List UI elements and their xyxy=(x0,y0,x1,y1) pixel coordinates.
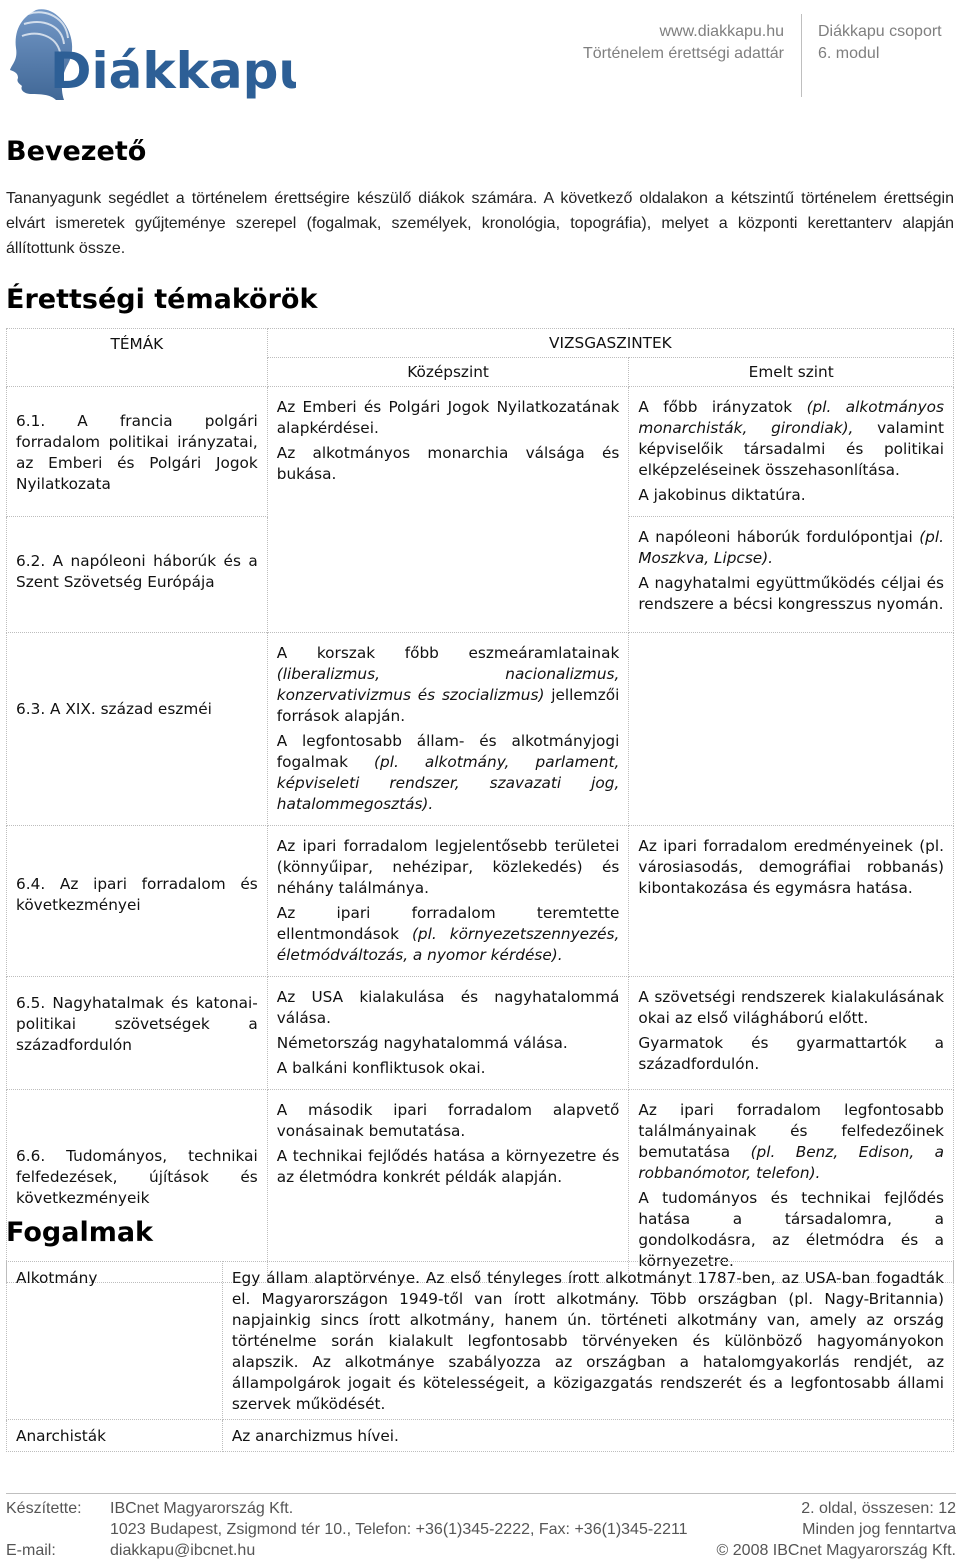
page-number: 2. oldal, összesen: 12 xyxy=(801,1500,956,1517)
table-row xyxy=(7,387,954,517)
email-label: E-mail: xyxy=(6,1542,56,1559)
company-address: 1023 Budapest, Zsigmond tér 10., Telefon: +36(1)345-2222, Fax: +36(1)345-2211 xyxy=(110,1521,688,1538)
definition-cell: Az anarchizmus hívei. xyxy=(222,1420,953,1452)
high-cell-empty xyxy=(629,633,954,826)
topics-table xyxy=(6,328,954,1283)
term-cell: Anarchisták xyxy=(7,1420,223,1452)
definition-cell: Egy állam alaptörvénye. Az első tényleges írott alkotmányt 1787-ben, az USA-ban fogadták el. Magyarországon 1949-től van írott alkotmány. Több országban (pl. Nagy-Britannia) napjainkig sincs írott alkotmány, hanem ún. történeti alkotmány van, amely az ország történelme során kialakult legfontosabb törvényeken és különböző hagyományokon alapszik. Az alkotmánye szabályozza az országban a hatalomgyakorlás rendjét, az állampolgárok jogait és kötelességeit, a közigazgatás rendszerét és a legfontosabb állami szervek működését. xyxy=(222,1262,953,1420)
email-link[interactable]: diakkapu@ibcnet.hu xyxy=(110,1542,256,1559)
term-cell: Alkotmány xyxy=(7,1262,223,1420)
diakkapu-logo[interactable] xyxy=(6,4,296,100)
footer-contact xyxy=(110,1498,688,1561)
table-row xyxy=(7,1262,954,1420)
table-row xyxy=(7,977,954,1090)
header-divider xyxy=(801,14,802,97)
company-name: IBCnet Magyarország Kft. xyxy=(110,1500,294,1517)
intro-paragraph: Tananyagunk segédlet a történelem érettségire készülő diákok számára. A következő oldalakon a kétszintű történelem érettségin elvárt ismeretek gyűjteménye szerepel (fogalmak, személyek, kronológia, topográfia), melyet a központi kerettanterv alapján állítottunk össze. xyxy=(6,190,954,257)
author-label: Készítette: xyxy=(6,1500,82,1517)
module-number: 6. modul xyxy=(818,45,880,62)
high-cell: Az ipari forradalom legfontosabb találmányainak és felfedezőinek bemutatása (pl. Benz, Edison, a robbanómotor, telefon). A tudományos és technikai fejlődés hatása a társadalomra, a gondolkodásra, az életmódra és a környezetre. xyxy=(629,1090,954,1283)
intro-heading: Bevezető xyxy=(6,136,147,167)
high-cell: A főbb irányzatok (pl. alkotmányos monarchisták, girondiak), valamint képviselőik társadalmi és politikai elképzeléseinek összehasonlítása. A jakobinus diktatúra. xyxy=(629,387,954,517)
mid-cell: A korszak főbb eszmeáramlatainak (liberalizmus, nacionalizmus, konzervativizmus és szocializmus) jellemzői források alapján. A legfontosabb állam- és alkotmányjogi fogalmak (pl. alkotmány, parlament, képviseleti rendszer, szavazati jog, hatalommegosztás). xyxy=(267,633,629,826)
svg-text:Diákkapu: Diákkapu xyxy=(50,42,296,100)
concepts-table xyxy=(6,1261,954,1452)
high-cell: A szövetségi rendszerek kialakulásának okai az első világháború előtt. Gyarmatok és gyarmattartók a századfordulón. xyxy=(629,977,954,1090)
site-url[interactable]: www.diakkapu.hu xyxy=(659,23,784,40)
footer-labels xyxy=(6,1498,82,1561)
col-high-header: Emelt szint xyxy=(629,358,954,387)
table-row xyxy=(7,1420,954,1452)
table-row xyxy=(7,1090,954,1283)
mid-cell: Az USA kialakulása és nagyhatalommá válása. Németország nagyhatalommá válása. A balkáni konfliktusok okai. xyxy=(267,977,629,1090)
concepts-heading: Fogalmak xyxy=(6,1217,154,1248)
topic-cell: 6.4. Az ipari forradalom és következményei xyxy=(7,826,268,977)
high-cell: Az ipari forradalom eredményeinek (pl. városiasodás, demográfiai robbanás) kibontakozása és egymásra hatása. xyxy=(629,826,954,977)
table-row xyxy=(7,633,954,826)
header-site-info xyxy=(560,21,784,65)
footer-divider xyxy=(6,1493,956,1494)
topic-cell: 6.1. A francia polgári forradalom politikai irányzatai, az Emberi és Polgári Jogok Nyilatkozata xyxy=(7,387,268,517)
group-name: Diákkapu csoport xyxy=(818,23,942,40)
footer-page-info xyxy=(700,1498,956,1561)
mid-cell: Az ipari forradalom legjelentősebb területei (könnyűipar, nehézipar, közlekedés) és néhány találmánya. Az ipari forradalom teremtette ellentmondások (pl. környezetszennyezés, életmódváltozás, a nyomor kérdése). xyxy=(267,826,629,977)
topic-cell: 6.3. A XIX. század eszméi xyxy=(7,633,268,826)
high-cell: A napóleoni háborúk fordulópontjai (pl. Moszkva, Lipcse). A nagyhatalmi együttműködés céljai és rendszere a bécsi kongresszus nyomán. xyxy=(629,517,954,633)
copyright-text: © 2008 IBCnet Magyarország Kft. xyxy=(716,1542,956,1559)
col-mid-header: Középszint xyxy=(267,358,629,387)
header-module-info xyxy=(818,21,958,65)
subject-title: Történelem érettségi adattár xyxy=(583,45,784,62)
table-row xyxy=(7,826,954,977)
mid-cell: Az Emberi és Polgári Jogok Nyilatkozatának alapkérdései. Az alkotmányos monarchia válsága és bukása. xyxy=(267,387,629,633)
mid-cell: A második ipari forradalom alapvető vonásainak bemutatása. A technikai fejlődés hatása a környezetre és az életmódra konkrét példák alapján. xyxy=(267,1090,629,1283)
col-topics-header: TÉMÁK xyxy=(7,329,268,387)
topics-heading: Érettségi témakörök xyxy=(6,284,318,315)
col-levels-header: VIZSGASZINTEK xyxy=(267,329,953,358)
topic-cell: 6.2. A napóleoni háborúk és a Szent Szövetség Európája xyxy=(7,517,268,633)
topic-cell: 6.5. Nagyhatalmak és katonai-politikai szövetségek a századfordulón xyxy=(7,977,268,1090)
topic-cell: 6.6. Tudományos, technikai felfedezések, újítások és következményeik xyxy=(7,1090,268,1283)
rights-text: Minden jog fenntartva xyxy=(802,1521,956,1538)
